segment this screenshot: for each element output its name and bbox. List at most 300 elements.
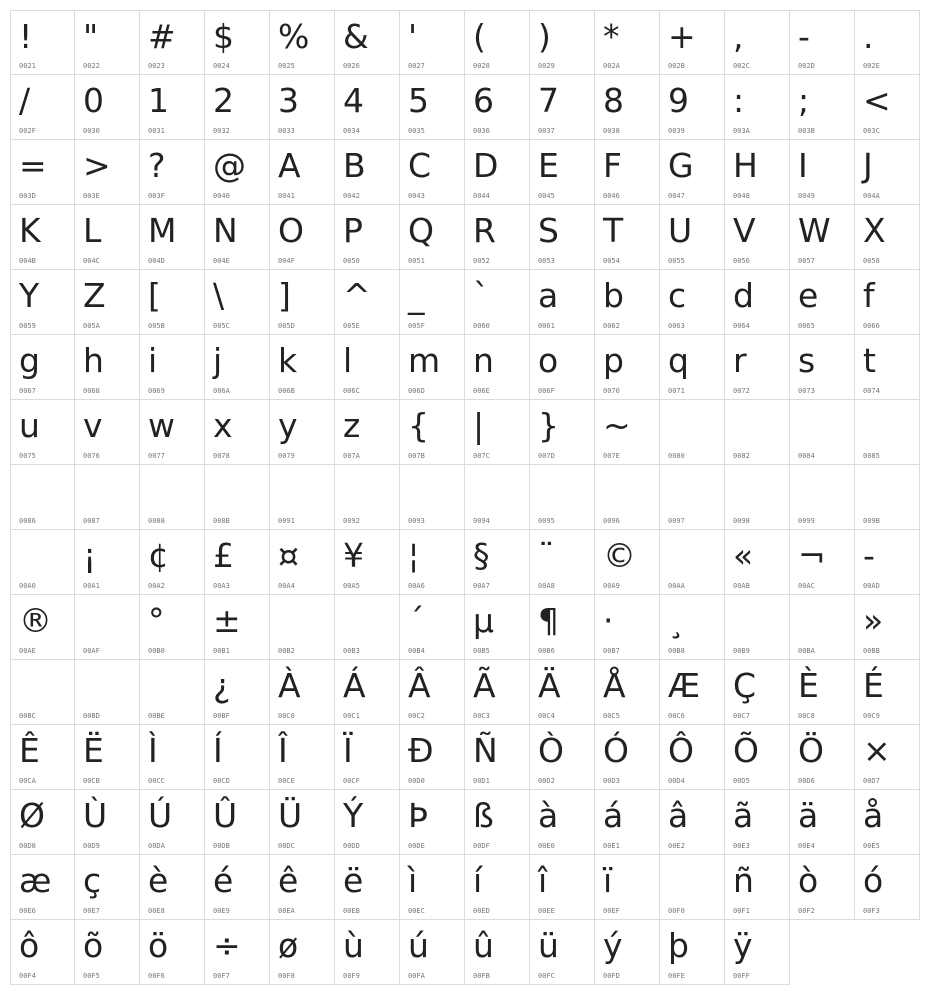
glyph-code: 00E9: [213, 907, 230, 915]
glyph-char: ê: [278, 861, 299, 900]
glyph-cell: [140, 920, 205, 985]
glyph-cell: [75, 725, 140, 790]
glyph-cell: [660, 270, 725, 335]
glyph-char: ~: [603, 406, 631, 445]
glyph-code: 0071: [668, 387, 685, 395]
glyph-code: 00F5: [83, 972, 100, 980]
glyph-code: 0095: [538, 517, 555, 525]
glyph-cell: [530, 725, 595, 790]
glyph-char: ß: [473, 796, 494, 835]
glyph-cell: [530, 855, 595, 920]
glyph-code: 0078: [213, 452, 230, 460]
glyph-code: 0025: [278, 62, 295, 70]
glyph-code: 00F7: [213, 972, 230, 980]
glyph-cell: [660, 75, 725, 140]
glyph-code: 0074: [863, 387, 880, 395]
glyph-char: K: [19, 211, 41, 250]
glyph-cell: [790, 140, 855, 205]
glyph-code: 00C6: [668, 712, 685, 720]
glyph-code: 002C: [733, 62, 750, 70]
glyph-char: ;: [798, 81, 810, 120]
glyph-code: 0039: [668, 127, 685, 135]
glyph-char: ¡: [83, 536, 97, 575]
glyph-char: Ó: [603, 731, 629, 770]
glyph-cell: [660, 335, 725, 400]
glyph-cell: [855, 205, 920, 270]
glyph-code: 0049: [798, 192, 815, 200]
glyph-char: 2: [213, 81, 234, 120]
glyph-cell: [855, 660, 920, 725]
glyph-cell: [140, 855, 205, 920]
glyph-char: â: [668, 796, 689, 835]
glyph-code: 003A: [733, 127, 750, 135]
glyph-char: Y: [19, 276, 40, 315]
glyph-code: 00CF: [343, 777, 360, 785]
glyph-cell: [465, 530, 530, 595]
glyph-char: ·: [603, 601, 614, 640]
glyph-char: }: [538, 406, 559, 445]
glyph-cell: [790, 660, 855, 725]
glyph-cell: [270, 205, 335, 270]
glyph-cell: [140, 140, 205, 205]
glyph-char: 0: [83, 81, 104, 120]
glyph-char: Ø: [19, 796, 45, 835]
glyph-code: 00F0: [668, 907, 685, 915]
glyph-cell: [595, 75, 660, 140]
glyph-cell: [10, 75, 75, 140]
glyph-code: 0080: [668, 452, 685, 460]
glyph-cell: [75, 75, 140, 140]
glyph-code: 00B5: [473, 647, 490, 655]
glyph-char: d: [733, 276, 754, 315]
glyph-cell: [140, 595, 205, 660]
glyph-cell: [855, 465, 920, 530]
glyph-code: 00F8: [278, 972, 295, 980]
glyph-cell: [530, 205, 595, 270]
glyph-code: 00A8: [538, 582, 555, 590]
glyph-code: 0044: [473, 192, 490, 200]
glyph-char: ,: [733, 17, 744, 56]
glyph-cell: [10, 335, 75, 400]
glyph-code: 00FE: [668, 972, 685, 980]
glyph-char: W: [798, 211, 831, 250]
glyph-char: +: [668, 17, 696, 56]
glyph-cell: [10, 465, 75, 530]
glyph-cell: [205, 530, 270, 595]
glyph-cell: [205, 725, 270, 790]
glyph-cell: [855, 140, 920, 205]
glyph-char: Í: [213, 731, 223, 770]
glyph-cell: [205, 205, 270, 270]
glyph-code: 00A9: [603, 582, 620, 590]
glyph-cell: [335, 10, 400, 75]
glyph-cell: [595, 465, 660, 530]
glyph-char: £: [213, 536, 234, 575]
glyph-cell: [855, 270, 920, 335]
glyph-cell: [140, 400, 205, 465]
glyph-char: R: [473, 211, 496, 250]
glyph-code: 002B: [668, 62, 685, 70]
glyph-code: 002E: [863, 62, 880, 70]
glyph-code: 0040: [213, 192, 230, 200]
glyph-char: Ñ: [473, 731, 498, 770]
glyph-char: Ü: [278, 796, 303, 835]
glyph-cell: [725, 530, 790, 595]
glyph-char: j: [213, 341, 223, 380]
glyph-code: 003F: [148, 192, 165, 200]
glyph-code: 00CE: [278, 777, 295, 785]
glyph-code: 0075: [19, 452, 36, 460]
glyph-char: è: [148, 861, 169, 900]
glyph-cell: [140, 270, 205, 335]
glyph-code: 0045: [538, 192, 555, 200]
glyph-code: 006C: [343, 387, 360, 395]
glyph-code: 0065: [798, 322, 815, 330]
glyph-char: O: [278, 211, 304, 250]
glyph-char: Ò: [538, 731, 564, 770]
glyph-cell: [725, 75, 790, 140]
glyph-char: H: [733, 146, 758, 185]
glyph-cell: [400, 725, 465, 790]
glyph-cell: [10, 400, 75, 465]
glyph-cell: [75, 530, 140, 595]
glyph-code: 00A0: [19, 582, 36, 590]
glyph-cell: [400, 205, 465, 270]
glyph-cell: [530, 75, 595, 140]
glyph-code: 00BC: [19, 712, 36, 720]
glyph-code: 005D: [278, 322, 295, 330]
glyph-char: É: [863, 666, 884, 705]
glyph-code: 00A6: [408, 582, 425, 590]
glyph-code: 00E2: [668, 842, 685, 850]
glyph-char: æ: [19, 861, 52, 900]
glyph-char: Ö: [798, 731, 824, 770]
glyph-code: 00D0: [408, 777, 425, 785]
glyph-code: 00BB: [863, 647, 880, 655]
glyph-cell: [400, 75, 465, 140]
glyph-char: C: [408, 146, 432, 185]
glyph-cell: [725, 335, 790, 400]
glyph-char: ç: [83, 861, 102, 900]
glyph-code: 00C8: [798, 712, 815, 720]
glyph-char: D: [473, 146, 499, 185]
glyph-code: 0053: [538, 257, 555, 265]
glyph-char: U: [668, 211, 693, 250]
glyph-cell: [10, 790, 75, 855]
glyph-cell: [10, 920, 75, 985]
glyph-char: Q: [408, 211, 434, 250]
glyph-cell: [205, 75, 270, 140]
glyph-cell: [725, 10, 790, 75]
glyph-char: ±: [213, 601, 241, 640]
glyph-cell: [335, 595, 400, 660]
glyph-char: <: [863, 81, 891, 120]
glyph-char: ]: [278, 276, 291, 315]
glyph-cell: [75, 595, 140, 660]
glyph-cell: [465, 790, 530, 855]
glyph-cell: [205, 920, 270, 985]
glyph-code: 00D4: [668, 777, 685, 785]
glyph-cell: [140, 660, 205, 725]
glyph-char: Â: [408, 666, 431, 705]
glyph-cell: [205, 855, 270, 920]
glyph-cell: [10, 205, 75, 270]
glyph-cell: [400, 855, 465, 920]
glyph-char: T: [603, 211, 624, 250]
glyph-char: #: [148, 17, 176, 56]
glyph-code: 007C: [473, 452, 490, 460]
glyph-char: a: [538, 276, 559, 315]
glyph-cell: [855, 75, 920, 140]
glyph-char: u: [19, 406, 40, 445]
glyph-cell: [400, 790, 465, 855]
glyph-char: b: [603, 276, 624, 315]
glyph-code: 0029: [538, 62, 555, 70]
glyph-code: 00F6: [148, 972, 165, 980]
glyph-cell: [335, 855, 400, 920]
glyph-cell: [530, 335, 595, 400]
glyph-code: 0064: [733, 322, 750, 330]
glyph-cell: [75, 790, 140, 855]
glyph-code: 00D8: [19, 842, 36, 850]
glyph-cell: [400, 595, 465, 660]
glyph-code: 00D5: [733, 777, 750, 785]
glyph-code: 00D2: [538, 777, 555, 785]
glyph-code: 0051: [408, 257, 425, 265]
glyph-code: 0072: [733, 387, 750, 395]
glyph-cell: [595, 335, 660, 400]
glyph-cell: [855, 595, 920, 660]
glyph-cell: [790, 270, 855, 335]
glyph-code: 005A: [83, 322, 100, 330]
glyph-char: ¥: [343, 536, 364, 575]
glyph-cell: [725, 595, 790, 660]
glyph-char: y: [278, 406, 298, 445]
glyph-code: 00F3: [863, 907, 880, 915]
glyph-code: 0099: [798, 517, 815, 525]
glyph-code: 004B: [19, 257, 36, 265]
glyph-char: w: [148, 406, 175, 445]
glyph-cell: [140, 205, 205, 270]
glyph-code: 00BD: [83, 712, 100, 720]
glyph-char: È: [798, 666, 819, 705]
glyph-cell: [75, 660, 140, 725]
glyph-char: :: [733, 81, 745, 120]
glyph-code: 006A: [213, 387, 230, 395]
glyph-code: 00DD: [343, 842, 360, 850]
glyph-code: 00E4: [798, 842, 815, 850]
glyph-char: Ô: [668, 731, 694, 770]
glyph-cell: [790, 335, 855, 400]
glyph-code: 003D: [19, 192, 36, 200]
glyph-cell: [465, 205, 530, 270]
glyph-char: V: [733, 211, 756, 250]
glyph-code: 0046: [603, 192, 620, 200]
glyph-char: ©: [603, 536, 636, 575]
glyph-char: e: [798, 276, 819, 315]
glyph-cell: [660, 530, 725, 595]
glyph-char: z: [343, 406, 361, 445]
glyph-char: 1: [148, 81, 169, 120]
glyph-code: 0073: [798, 387, 815, 395]
glyph-cell: [790, 595, 855, 660]
glyph-cell: [530, 660, 595, 725]
glyph-char: û: [473, 926, 494, 965]
glyph-char: Ì: [148, 731, 158, 770]
glyph-cell: [530, 595, 595, 660]
glyph-char: Ù: [83, 796, 108, 835]
glyph-cell: [140, 75, 205, 140]
glyph-cell: [595, 400, 660, 465]
glyph-cell: [465, 855, 530, 920]
glyph-cell: [465, 400, 530, 465]
glyph-cell: [270, 75, 335, 140]
glyph-char: ): [538, 17, 551, 56]
glyph-char: t: [863, 341, 876, 380]
glyph-cell: [335, 465, 400, 530]
glyph-cell: [335, 400, 400, 465]
glyph-code: 00B7: [603, 647, 620, 655]
glyph-code: 00CD: [213, 777, 230, 785]
glyph-char: ®: [19, 601, 52, 640]
glyph-char: 4: [343, 81, 364, 120]
glyph-code: 00E6: [19, 907, 36, 915]
glyph-code: 00B0: [148, 647, 165, 655]
glyph-cell: [595, 10, 660, 75]
glyph-char: f: [863, 276, 875, 315]
glyph-code: 00C2: [408, 712, 425, 720]
glyph-cell: [140, 465, 205, 530]
glyph-code: 0092: [343, 517, 360, 525]
glyph-code: 0043: [408, 192, 425, 200]
glyph-code: 00A2: [148, 582, 165, 590]
glyph-cell: [335, 920, 400, 985]
glyph-cell: [140, 790, 205, 855]
glyph-char: ù: [343, 926, 364, 965]
glyph-cell: [10, 725, 75, 790]
glyph-cell: [465, 270, 530, 335]
glyph-char: ú: [408, 926, 429, 965]
glyph-char: @: [213, 146, 246, 185]
glyph-char: Û: [213, 796, 238, 835]
glyph-char: ñ: [733, 861, 754, 900]
glyph-code: 005C: [213, 322, 230, 330]
glyph-code: 00B4: [408, 647, 425, 655]
glyph-char: S: [538, 211, 559, 250]
glyph-code: 0098: [733, 517, 750, 525]
glyph-cell: [10, 855, 75, 920]
glyph-cell: [725, 725, 790, 790]
glyph-code: 00B8: [668, 647, 685, 655]
glyph-char: Ú: [148, 796, 173, 835]
glyph-code: 0077: [148, 452, 165, 460]
glyph-cell: [270, 270, 335, 335]
glyph-code: 006E: [473, 387, 490, 395]
glyph-char: ': [408, 17, 418, 56]
glyph-code: 0057: [798, 257, 815, 265]
glyph-cell: [205, 465, 270, 530]
glyph-char: m: [408, 341, 441, 380]
glyph-cell: [400, 920, 465, 985]
glyph-code: 00CB: [83, 777, 100, 785]
glyph-code: 00C1: [343, 712, 360, 720]
glyph-code: 00A5: [343, 582, 360, 590]
glyph-code: 00DE: [408, 842, 425, 850]
glyph-cell: [855, 10, 920, 75]
glyph-code: 00C7: [733, 712, 750, 720]
glyph-cell: [465, 595, 530, 660]
glyph-cell: [140, 335, 205, 400]
glyph-code: 00CA: [19, 777, 36, 785]
glyph-code: 00AA: [668, 582, 685, 590]
glyph-code: 00E1: [603, 842, 620, 850]
glyph-cell: [595, 530, 660, 595]
glyph-code: 00AC: [798, 582, 815, 590]
glyph-code: 009B: [863, 517, 880, 525]
glyph-cell: [270, 465, 335, 530]
glyph-code: 005E: [343, 322, 360, 330]
glyph-char: %: [278, 17, 310, 56]
glyph-char: B: [343, 146, 366, 185]
glyph-cell: [205, 270, 270, 335]
glyph-char: Ã: [473, 666, 496, 705]
glyph-code: 00DF: [473, 842, 490, 850]
glyph-cell: [335, 790, 400, 855]
glyph-cell: [335, 205, 400, 270]
glyph-char: /: [19, 81, 31, 120]
glyph-char: $: [213, 17, 234, 56]
glyph-char: Ï: [343, 731, 353, 770]
glyph-cell: [75, 335, 140, 400]
glyph-cell: [75, 205, 140, 270]
glyph-cell: [725, 920, 790, 985]
glyph-cell: [335, 660, 400, 725]
glyph-code: 00FC: [538, 972, 555, 980]
glyph-code: 0054: [603, 257, 620, 265]
glyph-char: Õ: [733, 731, 759, 770]
glyph-code: 00A7: [473, 582, 490, 590]
glyph-cell: [10, 595, 75, 660]
glyph-cell: [855, 400, 920, 465]
glyph-cell: [205, 790, 270, 855]
glyph-cell: [205, 335, 270, 400]
glyph-cell: [270, 660, 335, 725]
glyph-char: r: [733, 341, 747, 380]
glyph-code: 0087: [83, 517, 100, 525]
glyph-code: 0032: [213, 127, 230, 135]
glyph-char: á: [603, 796, 624, 835]
glyph-cell: [400, 465, 465, 530]
glyph-char: ^: [343, 276, 371, 315]
glyph-code: 0048: [733, 192, 750, 200]
glyph-code: 00F1: [733, 907, 750, 915]
glyph-code: 00AD: [863, 582, 880, 590]
glyph-code: 003B: [798, 127, 815, 135]
glyph-cell: [660, 855, 725, 920]
glyph-char: 9: [668, 81, 689, 120]
glyph-char: M: [148, 211, 177, 250]
glyph-char: |: [473, 406, 485, 445]
glyph-code: 0028: [473, 62, 490, 70]
glyph-code: 0024: [213, 62, 230, 70]
glyph-char: »: [863, 601, 884, 640]
glyph-cell: [335, 335, 400, 400]
glyph-char: Ë: [83, 731, 104, 770]
glyph-code: 005F: [408, 322, 425, 330]
glyph-code: 00A3: [213, 582, 230, 590]
glyph-char: µ: [473, 601, 494, 640]
glyph-code: 00EA: [278, 907, 295, 915]
